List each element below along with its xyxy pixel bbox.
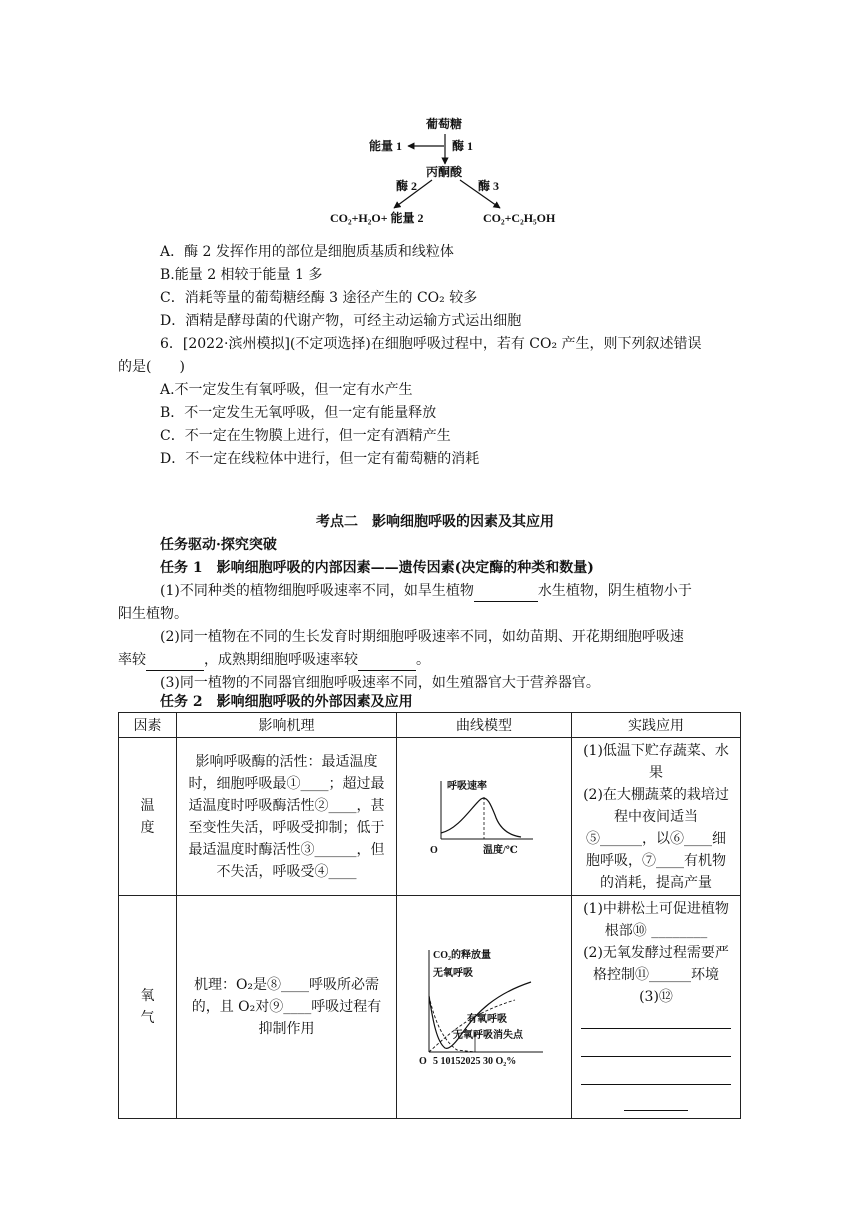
mechanism-temperature: 影响呼吸酶的活性：最适温度 时，细胞呼吸最①____；超过最 适温度时呼吸酶活性②____，甚 至变性失活，呼吸受抑制；低于 最适温度时酶活性③______，但 不失活，呼吸受④____	[177, 738, 397, 896]
oxy-chart-label1: 无氧呼吸	[433, 968, 473, 979]
task1-p1-line2: 阳生植物。	[118, 606, 188, 622]
header-mechanism: 影响机理	[177, 713, 397, 738]
task1-p3: (3)同一植物的不同器官细胞呼吸速率不同，如生殖器官大于营养器官。	[160, 675, 600, 691]
application-oxygen: (1)中耕松土可促进植物 根部⑩ ________ (2)无氧发酵过程需要严 格控制⑪______环境 (3)⑫	[572, 896, 741, 1119]
oxy-chart-xlabel: 5 10152025 30 O₂%	[433, 1056, 517, 1066]
blank-1[interactable]	[474, 581, 538, 602]
task2-title: 任务 2 影响细胞呼吸的外部因素及应用	[160, 694, 413, 710]
section-title: 考点二 影响细胞呼吸的因素及其应用	[316, 514, 554, 530]
mechanism-oxygen: 机理：O₂是⑧____呼吸所必需 的，且 O₂对⑨____呼吸过程有 抑制作用	[177, 896, 397, 1119]
enzyme1-label: 酶 1	[452, 139, 474, 153]
answer-line-3[interactable]	[581, 1064, 731, 1085]
oxy-chart-origin: O	[419, 1056, 427, 1066]
enzyme3-label: 酶 3	[478, 179, 500, 193]
task1-p1-line1: (1)不同种类的植物细胞呼吸速率不同，如旱生植物 水生植物，阴生植物小于	[160, 581, 692, 602]
oxy-chart-label2: 有氧呼吸	[467, 1014, 507, 1025]
application-temperature: (1)低温下贮存蔬菜、水 果 (2)在大棚蔬菜的栽培过 程中夜间适当 ⑤______，以⑥____细 胞呼吸，⑦____有机物 的消耗，提高产量	[572, 738, 741, 896]
q5-option-b: B.能量 2 相较于能量 1 多	[160, 267, 323, 283]
enzyme2-label: 酶 2	[396, 179, 418, 193]
respiration-pathway-diagram	[320, 108, 580, 232]
curve-temperature-cell	[397, 738, 572, 896]
product-left-label: CO₂+H₂O+ 能量 2	[330, 211, 424, 225]
q6-option-d: D．不一定在线粒体中进行，但一定有葡萄糖的消耗	[160, 451, 480, 467]
oxy-chart-label3: 无氧呼吸消失点	[453, 1030, 523, 1041]
pyruvate-label: 丙酮酸	[426, 165, 463, 179]
q5-option-d: D．酒精是酵母菌的代谢产物，可经主动运输方式运出细胞	[160, 313, 522, 329]
glucose-label: 葡萄糖	[426, 117, 463, 131]
temp-chart-ylabel: 呼吸速率	[447, 780, 487, 792]
factor-temperature: 温 度	[119, 738, 177, 896]
q6-option-c: C．不一定在生物膜上进行，但一定有酒精产生	[160, 428, 451, 444]
task1-p2-line1: (2)同一植物在不同的生长发育时期细胞呼吸速率不同，如幼苗期、开花期细胞呼吸速	[160, 629, 684, 645]
oxygen-curve-chart	[419, 944, 549, 1066]
blank-2[interactable]	[146, 650, 204, 671]
q5-option-c: C．消耗等量的葡萄糖经酶 3 途径产生的 CO₂ 较多	[160, 290, 478, 306]
temp-chart-xlabel: 温度/℃	[483, 844, 518, 855]
temperature-curve	[441, 798, 521, 837]
q6-stem-line1: 6．[2022·滨州模拟](不定项选择)在细胞呼吸过程中，若有 CO₂ 产生，则下列叙述错误	[160, 336, 702, 352]
temp-chart-origin: O	[430, 844, 438, 855]
answer-line-2[interactable]	[581, 1036, 731, 1057]
q6-option-a: A.不一定发生有氧呼吸，但一定有水产生	[160, 382, 413, 398]
table-row-temperature	[119, 738, 741, 896]
q5-option-a: A．酶 2 发挥作用的部位是细胞质基质和线粒体	[160, 244, 454, 260]
product-right-label: CO₂+C₂H₅OH	[483, 211, 556, 225]
table-header-row	[119, 713, 741, 738]
curve-oxygen-cell	[397, 896, 572, 1119]
energy1-label: 能量 1	[369, 139, 403, 153]
task1-p2-line2: 率较 ，成熟期细胞呼吸速率较 。	[118, 650, 430, 671]
header-curve: 曲线模型	[397, 713, 572, 738]
header-application: 实践应用	[572, 713, 741, 738]
q6-option-b: B．不一定发生无氧呼吸，但一定有能量释放	[160, 405, 437, 421]
answer-line-4[interactable]	[624, 1092, 688, 1111]
q6-stem-line2: 的是( )	[118, 359, 185, 375]
task1-title: 任务 1 影响细胞呼吸的内部因素——遗传因素(决定酶的种类和数量)	[160, 560, 594, 576]
section-subtitle: 任务驱动·探究突破	[160, 537, 277, 553]
header-factor: 因素	[119, 713, 177, 738]
oxy-chart-ylabel: CO₂的释放量	[433, 950, 491, 961]
table-row-oxygen	[119, 896, 741, 1119]
factor-oxygen: 氧 气	[119, 896, 177, 1119]
blank-3[interactable]	[358, 650, 416, 671]
answer-line-1[interactable]	[581, 1008, 731, 1029]
temperature-curve-chart	[429, 775, 539, 855]
factors-table	[118, 712, 741, 1119]
